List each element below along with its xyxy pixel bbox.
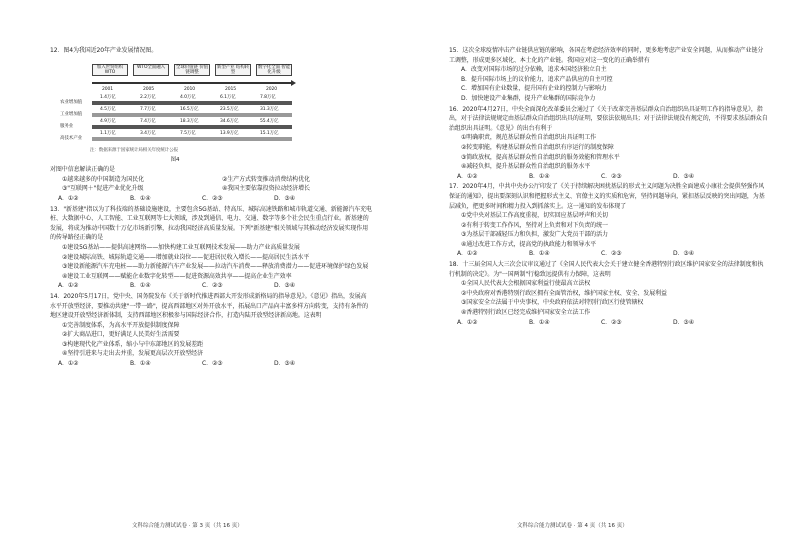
question-17-stem: 17．2020年4月，中共中央办公厅印发了《关于持续解决困扰基层的形式主义问题为决胜全面建成小康社会提供坚强作风保证的通知》，提出要深刻认识和把握形式主义、官僚主义的实质和危害，坚持问题导向，紧扣基层反映的突出问题，为基层减负，把更多时间和精力投入到抓落实上。这一通知的发布体现了 xyxy=(449,183,765,210)
option-item[interactable]: A．改变对国际市场的过分依赖，追求本国经济独立自主 xyxy=(461,66,607,74)
row-label: 农业增加值 xyxy=(60,99,82,105)
choice-c[interactable]: C．②③ xyxy=(202,194,223,202)
figure-timeline xyxy=(92,64,292,94)
option-item: ④建设工业互联网——赋能企业数字化转型——促进资源高效共享——提高企业生产效率 xyxy=(62,272,292,280)
question-13-stem: 13．"新基建"指以为了科技端的基础设施建设，主要包含5G基站、特高压、城际高速铁路和城市轨道交通、新能源汽车充电桩、大数据中心、人工智能、工业互联网等七大领域，涉及到通信、电力、交通、数字等多个社会民生重点行业。新基建的发展，将成为推动中国数十万亿市场新引擎，拉动我国经济高质量发展。下列"新基建"相关领域与其推动经济发展实现作用的传导路径正确的是 xyxy=(50,205,372,242)
timeline-year: 2020 xyxy=(266,86,278,92)
row-value: 4.9万亿 xyxy=(100,118,116,124)
question-12-choices xyxy=(50,194,372,204)
option-item: ②生产方式转变推动消费结构优化 xyxy=(222,175,310,183)
option-item: ①完善制度体系，为高水平开放提供制度保障 xyxy=(62,321,180,329)
choice-c[interactable]: C．②③ xyxy=(601,172,622,180)
question-18 xyxy=(449,260,769,327)
row-value: 4.0万亿 xyxy=(180,94,196,100)
choice-b[interactable]: B．①④ xyxy=(130,194,151,202)
option-item: ③"互联网＋"促进产业优化升级 xyxy=(62,185,144,193)
option-item: ④坚持引进来与走出去并重，发展更高层次开放型经济 xyxy=(62,350,203,358)
question-16-stem: 16．2020年4月27日，中央全面深化改革委员会通过了《关于改革完善基层群众自治组织出具证明工作的指导意见》，指出，对于法律法规规定由基层群众自治组织出具的证明，要依法依规出具；对于法律法规没有规定的，不得要求基层群众自治组织出具证明。《意见》的出台有利于 xyxy=(449,105,768,132)
choice-b[interactable]: B．①④ xyxy=(529,250,550,258)
row-value: 1.4万亿 xyxy=(100,94,116,100)
option-item: ④减轻负担，提升基层群众性自治组织的服务水平 xyxy=(461,163,591,171)
row-value: 2.2万亿 xyxy=(140,94,156,100)
left-column xyxy=(50,46,372,370)
question-18-choices xyxy=(449,318,769,328)
option-item: ③构建现代化产业体系，缩小与中东部地区的发展差距 xyxy=(62,340,203,348)
choice-a[interactable]: A．①② xyxy=(457,250,478,258)
timeline-stage: 新型产业 结构转型 xyxy=(216,64,250,76)
timeline-year: 2010 xyxy=(184,86,196,92)
timeline-year: 2001 xyxy=(102,86,114,92)
timeline-stage: 全球价值链 价值链调整 xyxy=(175,64,209,76)
row-value: 16.5万亿 xyxy=(180,106,199,112)
option-item: ②扩大商品进口，更好满足人民美好生活需要 xyxy=(62,331,180,339)
question-14-stem: 14．2020年5月17日，党中央、国务院发布《关于新时代推进西部大开发形成新格局的指导意见》。《意见》指出，发展高水平开放型经济，要推动共建"一带一路"，提高西部地区对外开放水平，拓展出口产品向丰富多样方向转变，支持有条件的地区建设开放型经济新体制，支持西部地区积极参与国际经济合作，打造内陆开放型经济新高地。这表明 xyxy=(50,292,369,320)
choice-c[interactable]: C．②③ xyxy=(202,282,223,290)
choice-a[interactable]: A．①② xyxy=(58,360,79,368)
choice-b[interactable]: B．①④ xyxy=(529,318,550,326)
choice-d[interactable]: D．③④ xyxy=(673,318,694,326)
choice-a[interactable]: A．①② xyxy=(58,194,79,202)
page-footer: 文科综合能力测试试卷 · 第 4 页（共 16 页） xyxy=(517,523,628,529)
option-item: ③简政放权，提高基层群众性自治组织的服务效能和管理水平 xyxy=(461,153,620,161)
option-item: ①明确职责，规范基层群众性自治组织出具证明工作 xyxy=(461,134,597,142)
row-value: 55.4万亿 xyxy=(260,118,279,124)
question-12-lead: 对图中信息解读正确的是 xyxy=(50,166,115,174)
option-item[interactable]: B．提升国际市场上的议价能力，追求产品供应的自主可控 xyxy=(461,75,613,83)
option-item: ①党中央对基层工作高度重视，切实回应基层呼声和关切 xyxy=(461,212,608,220)
question-15 xyxy=(449,46,769,104)
timeline-stage: 数字化全面 智能化升级 xyxy=(257,64,291,76)
row-value: 1.1万亿 xyxy=(100,130,116,136)
option-item[interactable]: C．增加国有企业数量，提升国有企业的控制力与影响力 xyxy=(461,85,607,93)
question-12 xyxy=(50,46,372,204)
choice-a[interactable]: A．①② xyxy=(457,318,478,326)
row-value: 7.8万亿 xyxy=(260,94,276,100)
row-value: 18.3万亿 xyxy=(180,118,199,124)
option-item[interactable]: D．加快建设产业集群，提升产业集群的国际竞争力 xyxy=(461,94,596,102)
question-12-stem: 12．图4为我国近20年产业发展情况图。 xyxy=(50,47,158,54)
timeline-arrow xyxy=(92,82,292,84)
row-value: 4.5万亿 xyxy=(100,106,116,112)
option-item: ③国家安全立法属于中央事权，中央政府依法对特别行政区行使管辖权 xyxy=(461,299,644,307)
row-value: 3.4万亿 xyxy=(140,130,156,136)
timeline-year: 2005 xyxy=(143,86,155,92)
option-item: ②中央政府对香港特别行政区拥有全面管治权，维护国家主权、安全、发展利益 xyxy=(461,289,667,297)
question-13 xyxy=(50,205,372,291)
option-item: ①越来越多的中国制造为国民化 xyxy=(62,175,144,183)
question-16 xyxy=(449,105,769,182)
right-column xyxy=(449,46,769,328)
option-item: ④香港特别行政区已经完成维护国家安全立法工作 xyxy=(461,309,591,317)
choice-c[interactable]: C．②③ xyxy=(202,360,223,368)
option-item: ③建设新能源汽车充电桩——助力新能源汽车产业发展——拉动汽车消费——释放消费潜力——促进环境保护绿色发展 xyxy=(62,263,369,271)
choice-d[interactable]: D．③④ xyxy=(274,282,295,290)
row-value: 23.5万亿 xyxy=(220,106,239,112)
choice-b[interactable]: B．①④ xyxy=(130,282,151,290)
question-14-choices xyxy=(50,359,372,369)
question-14 xyxy=(50,292,372,369)
choice-a[interactable]: A．①② xyxy=(457,172,478,180)
choice-d[interactable]: D．③④ xyxy=(274,194,295,202)
question-15-stem: 15．这次全球疫情冲击产业链供应链的影响，各国在考虑经济效率的同时，更多地考虑产业安全问题，从而推动产业链分工调整，形成更多区域化、本土化的产业链。我国应对这一变化的正确举措有 xyxy=(449,47,764,64)
figure-4 xyxy=(60,58,290,154)
right-page xyxy=(397,0,794,550)
option-item: ④通过改进工作方式，提高党的执政能力和领导水平 xyxy=(461,240,597,248)
row-value: 6.1万亿 xyxy=(220,94,236,100)
option-item: ①全国人民代表大会根据国家利益行使最高立法权 xyxy=(461,280,591,288)
figure-row xyxy=(60,130,295,144)
choice-d[interactable]: D．③④ xyxy=(673,250,694,258)
question-18-stem: 18．十三届全国人大三次会议审议通过了《全国人民代表大会关于建立健全香港特别行政区维护国家安全的法律制度和执行机制的决定》。为"一国两制"行稳致远提供有力保障，这表明 xyxy=(449,261,764,278)
row-value: 7.5万亿 xyxy=(180,130,196,136)
choice-d[interactable]: D．③④ xyxy=(274,360,295,368)
choice-c[interactable]: C．②③ xyxy=(601,250,622,258)
page-footer: 文科综合能力测试试卷 · 第 3 页（共 16 页） xyxy=(132,523,243,529)
question-17-choices xyxy=(449,249,769,259)
choice-c[interactable]: C．②③ xyxy=(601,318,622,326)
timeline-stage: 加入世贸组织 WTO xyxy=(92,64,128,76)
row-value: 31.3万亿 xyxy=(260,106,279,112)
choice-d[interactable]: D．③④ xyxy=(673,172,694,180)
row-value: 34.6万亿 xyxy=(220,118,239,124)
row-label: 服务业 xyxy=(60,123,74,129)
option-item: ③为基层干部减轻压力和负担，激发广大党员干部的活力 xyxy=(461,231,608,239)
option-item: ①建设5G基站——提供高速网络——加快构建工业互联网技术发展——助力产业高质量发展 xyxy=(62,243,300,251)
choice-a[interactable]: A．①② xyxy=(58,282,79,290)
figure-note: 注：数据来源于国家统计局相关年度统计公报 xyxy=(90,147,178,153)
option-item: ②建设城际高铁、城际轨道交通——增加就业岗位——促进居民收入增长——提高居民生活水平 xyxy=(62,253,310,261)
question-17 xyxy=(449,182,769,259)
row-value: 15.1万亿 xyxy=(260,130,279,136)
row-value: 13.9万亿 xyxy=(220,130,239,136)
question-13-choices xyxy=(50,281,372,291)
row-label: 工业增加值 xyxy=(60,111,82,117)
timeline-year: 2015 xyxy=(225,86,237,92)
option-item: ②转变职能，构建基层群众性自治组织有序运行的制度保障 xyxy=(461,143,614,151)
row-label: 高技术产业 xyxy=(60,135,82,141)
option-item: ④我国主要依靠投资拉动经济增长 xyxy=(222,185,310,193)
row-value: 7.7万亿 xyxy=(140,106,156,112)
choice-b[interactable]: B．①④ xyxy=(130,360,151,368)
choice-b[interactable]: B．①④ xyxy=(529,172,550,180)
question-12-options xyxy=(50,175,372,194)
question-16-choices xyxy=(449,172,769,182)
row-value: 7.4万亿 xyxy=(140,118,156,124)
timeline-stage: WTO全面融入 xyxy=(133,64,169,76)
option-item: ②有利于转变工作作风，坚持对上负责和对下负责的统一 xyxy=(461,221,608,229)
figure-caption: 图4 xyxy=(170,156,180,163)
